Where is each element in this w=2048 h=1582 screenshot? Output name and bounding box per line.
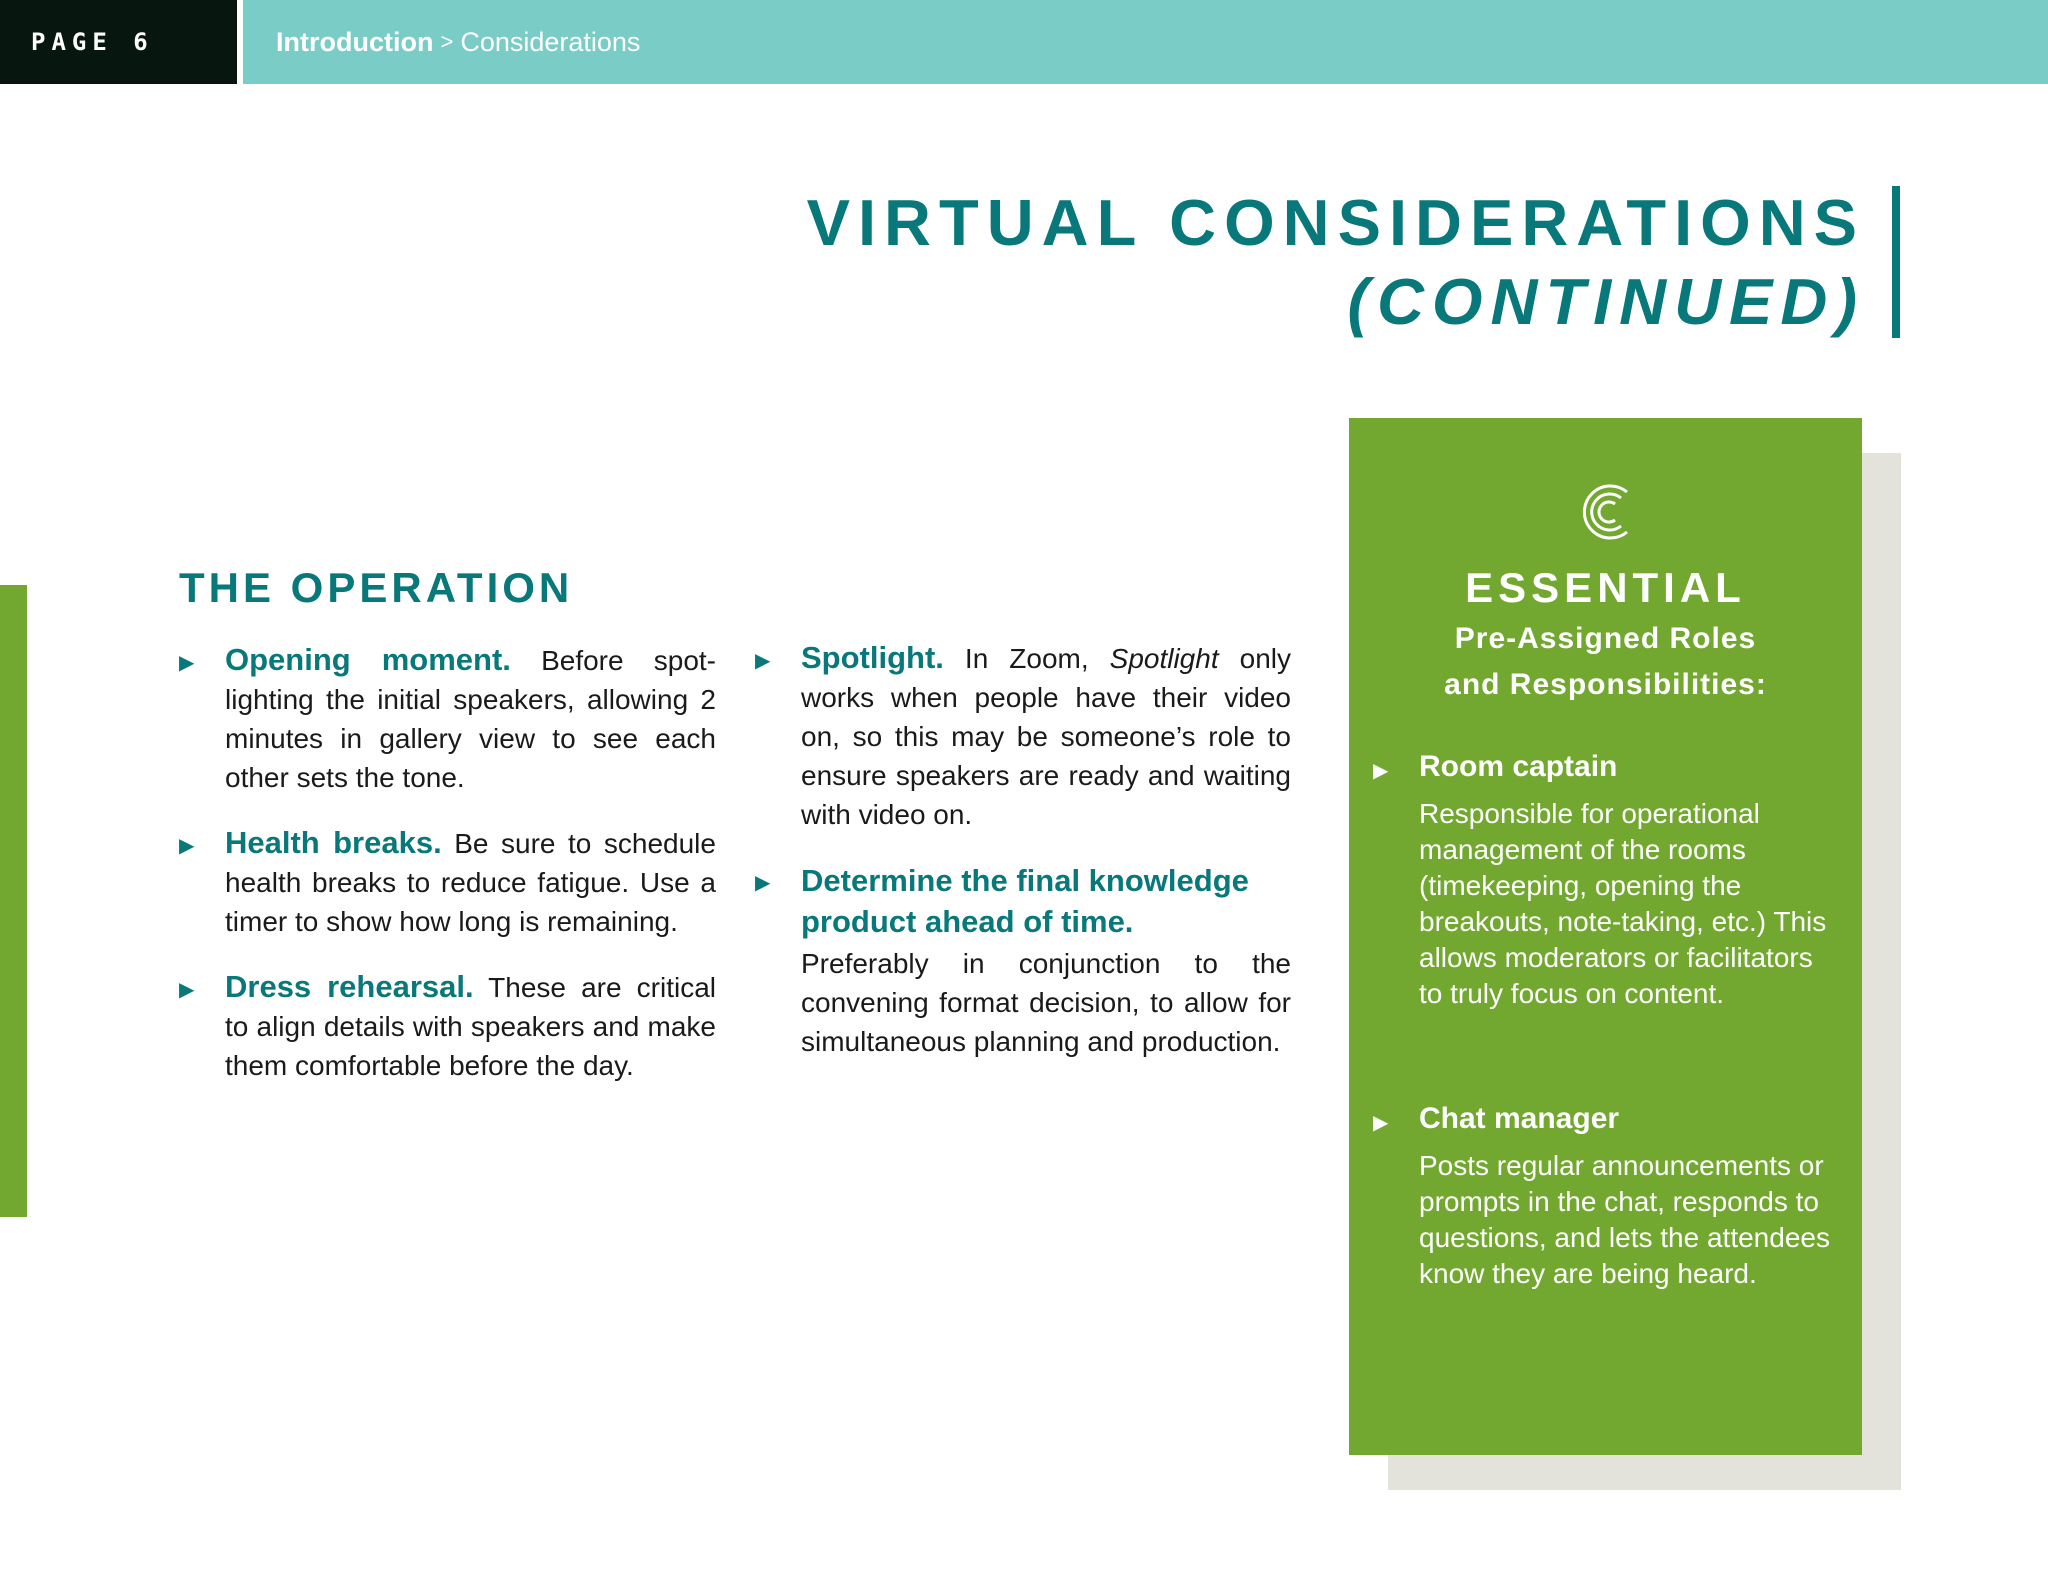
item-emphasis: Spotlight [1109, 643, 1219, 674]
list-item-text [225, 640, 716, 797]
item-body: These are critical to align details with speakers and make them comfortable before the day. [225, 972, 716, 1081]
item-lead: Determine the final knowledge product ahead of time. [801, 863, 1249, 939]
list-item-text [225, 823, 716, 941]
item-lead: Dress rehearsal. [225, 969, 474, 1004]
role-item [1373, 1102, 1839, 1292]
list-item [179, 640, 716, 797]
breadcrumb-separator: > [440, 29, 454, 54]
triangle-right-icon: ▶ [179, 652, 195, 674]
role-description: Responsible for operational management of the rooms (timekeeping, opening the breakouts, note-taking, etc.) This allows moderators or facilitators to truly focus on content. [1419, 798, 1827, 1009]
triangle-right-icon: ▶ [179, 979, 195, 1001]
triangle-right-icon: ▶ [755, 872, 771, 894]
card-subheading-line1: Pre-Assigned Roles [1454, 622, 1757, 655]
triangle-right-icon: ▶ [179, 835, 195, 857]
item-body: only works when people have their video on, so this may be someone’s role to ensure speakers are ready and waiting with video on. [801, 643, 1291, 830]
role-description: Posts regular announcements or prompts in the chat, responds to questions, and lets the attendees know they are being heard. [1419, 1150, 1830, 1289]
role-name: Chat manager [1419, 1102, 1620, 1135]
item-lead: Opening moment. [225, 642, 511, 677]
essential-roles-card [1349, 418, 1862, 1455]
item-body: Be sure to schedule health breaks to reduce fatigue. Use a timer to show how long is remaining. [225, 828, 716, 937]
item-body: In Zoom, [943, 643, 1110, 674]
triangle-right-icon: ▶ [1373, 1112, 1389, 1134]
list-item-text [801, 638, 1291, 834]
item-lead: Spotlight. [801, 640, 944, 675]
title-accent-rule [1892, 186, 1900, 338]
list-item [755, 860, 1291, 1061]
concentric-arc-logo-icon [1577, 484, 1633, 540]
card-heading: ESSENTIAL [1465, 564, 1746, 611]
list-item [179, 823, 716, 941]
list-item [179, 967, 716, 1085]
page-number-label: PAGE 6 [0, 0, 237, 84]
list-item-text [225, 967, 716, 1085]
item-body: Before spot-lighting the initial speakers, allowing 2 minutes in gallery view to see each other sets the tone. [225, 645, 717, 793]
breadcrumb-link-introduction[interactable]: Introduction [276, 26, 434, 57]
card-subheading-line2: and Responsibilities: [1444, 668, 1767, 701]
left-accent-strip [0, 585, 27, 1217]
breadcrumb [243, 0, 2048, 84]
section-heading: THE OPERATION [179, 564, 574, 611]
list-item [755, 638, 1291, 834]
role-name: Room captain [1419, 750, 1618, 783]
role-item [1373, 750, 1839, 1012]
operation-column-left [179, 640, 716, 1111]
item-body: Preferably in conjunction to the convening format decision, to allow for simultaneous planning and production. [801, 948, 1291, 1057]
item-lead: Health breaks. [225, 825, 442, 860]
triangle-right-icon: ▶ [755, 650, 771, 672]
triangle-right-icon: ▶ [1373, 760, 1389, 782]
card-subheading [1349, 616, 1862, 708]
breadcrumb-current: Considerations [460, 26, 641, 57]
page-title-line2: (CONTINUED) [1347, 265, 1865, 338]
list-item-text [801, 860, 1291, 1061]
page-title-line1: VIRTUAL CONSIDERATIONS [806, 186, 1865, 259]
page-title [807, 183, 1865, 341]
operation-column-right [755, 638, 1291, 1087]
